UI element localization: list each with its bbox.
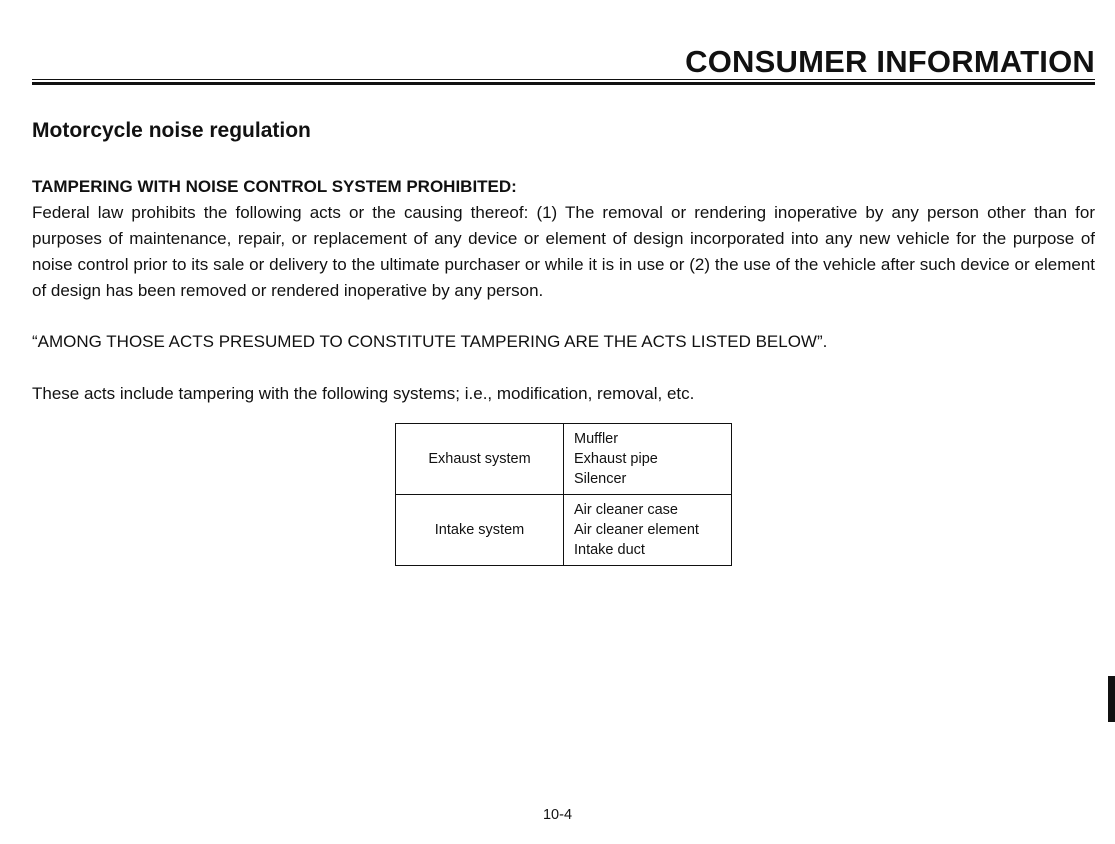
component-item: Air cleaner case xyxy=(574,502,678,518)
page-header-title: CONSUMER INFORMATION xyxy=(685,44,1095,79)
systems-intro-text: These acts include tampering with the following systems; i.e., modification, removal, etc. xyxy=(32,384,695,403)
system-name-cell: Intake system xyxy=(396,495,564,566)
tampering-acts-quote: “AMONG THOSE ACTS PRESUMED TO CONSTITUTE TAMPERING ARE THE ACTS LISTED BELOW”. xyxy=(32,332,828,351)
component-item: Intake duct xyxy=(574,542,645,558)
federal-law-paragraph: Federal law prohibits the following acts or the causing thereof: (1) The removal or rendering inoperative by any person other than for purposes of maintenance, repair, or replacement of any device or element of design incorporated into any new vehicle for the purpose of noise control prior to its sale or delivery to the ultimate purchaser or while it is in use or (2) the use of the vehicle after such device or element of design has been removed or rendered inoperative by any person. xyxy=(32,203,1095,300)
table-row xyxy=(396,495,732,566)
component-item: Air cleaner element xyxy=(574,522,699,538)
component-item: Muffler xyxy=(574,431,619,447)
component-item: Exhaust pipe xyxy=(574,451,658,467)
chapter-edge-tab xyxy=(1108,676,1115,722)
components-cell xyxy=(564,495,732,566)
system-name-cell: Exhaust system xyxy=(396,424,564,495)
page-header xyxy=(32,40,1095,88)
table-row xyxy=(396,424,732,495)
components-cell xyxy=(564,424,732,495)
page-number: 10-4 xyxy=(542,807,573,823)
tampering-section xyxy=(32,174,1095,304)
noise-control-systems-table xyxy=(395,423,732,566)
header-rule-thin xyxy=(32,79,1095,80)
tampering-subheading: TAMPERING WITH NOISE CONTROL SYSTEM PROHIBITED: xyxy=(32,177,517,196)
component-item: Silencer xyxy=(574,471,627,487)
section-title: Motorcycle noise regulation xyxy=(32,119,311,142)
header-rule-thick xyxy=(32,82,1095,85)
